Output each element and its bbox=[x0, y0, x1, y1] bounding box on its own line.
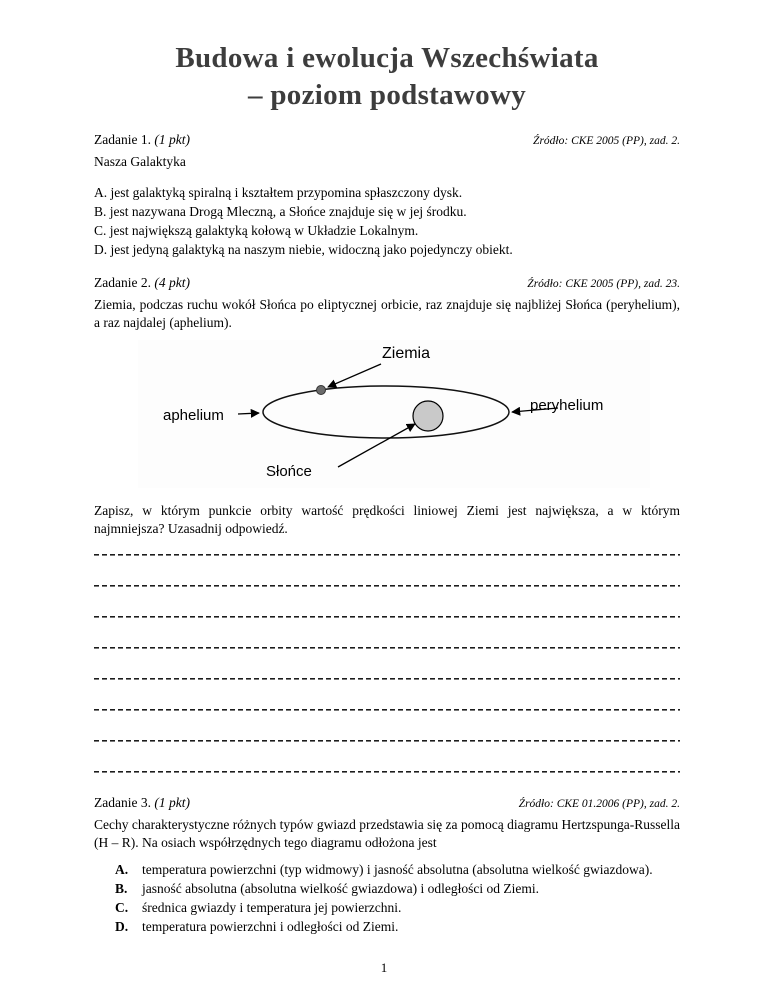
option-letter: A. bbox=[115, 862, 129, 878]
orbit-ellipse-icon bbox=[263, 386, 509, 438]
option-text: średnica gwiazdy i temperatura jej powierzchni. bbox=[142, 900, 402, 916]
task3-source: Źródło: CKE 01.2006 (PP), zad. 2. bbox=[518, 798, 680, 811]
task2-label: Zadanie 2. bbox=[94, 275, 151, 291]
task2-title bbox=[94, 275, 190, 291]
answer-line bbox=[94, 585, 680, 587]
task2-source: Źródło: CKE 2005 (PP), zad. 23. bbox=[527, 278, 680, 291]
aphelion-arrow-icon bbox=[238, 413, 259, 414]
perihelion-label: peryhelium bbox=[530, 397, 604, 415]
answer-lines bbox=[94, 554, 680, 773]
task3-header bbox=[94, 795, 680, 811]
sun-label: Słońce bbox=[266, 463, 312, 481]
task1-title bbox=[94, 132, 190, 148]
task3-title bbox=[94, 795, 190, 811]
task2-intro: Ziemia, podczas ruchu wokół Słońca po eliptycznej orbicie, raz znajduje się najbliżej Słońca (peryhelium), a raz najdalej (aphelium). bbox=[94, 297, 680, 331]
task2-points: (4 pkt) bbox=[154, 275, 190, 291]
page-title-line2: – poziom podstawowy bbox=[248, 79, 526, 112]
page-title-line1: Budowa i ewolucja Wszechświata bbox=[175, 42, 599, 74]
task3-intro: Cechy charakterystyczne różnych typów gwiazd przedstawia się za pomocą diagramu Hertzspunga-Russella (H – R). Na osiach współrzędnych tego diagramu odłożona jest bbox=[94, 817, 680, 851]
answer-line bbox=[94, 740, 680, 742]
sun-arrow-icon bbox=[338, 424, 415, 467]
option-letter: D. bbox=[115, 919, 129, 935]
earth-arrow-icon bbox=[328, 364, 381, 387]
earth-label: Ziemia bbox=[381, 345, 431, 363]
task1-options bbox=[94, 183, 680, 259]
task3-options bbox=[94, 860, 680, 936]
task1-label: Zadanie 1. bbox=[94, 132, 151, 148]
aphelion-label: aphelium bbox=[163, 407, 224, 425]
page-title bbox=[94, 40, 680, 114]
task2-header bbox=[94, 275, 680, 291]
page-number: 1 bbox=[380, 960, 388, 975]
task3-label: Zadanie 3. bbox=[94, 795, 151, 811]
earth-dot-icon bbox=[317, 386, 326, 395]
task1-source: Źródło: CKE 2005 (PP), zad. 2. bbox=[533, 135, 680, 148]
option-text: temperatura powierzchni (typ widmowy) i jasność absolutna (absolutna wielkość gwiazdowa). bbox=[142, 862, 653, 878]
option-letter: B. bbox=[115, 881, 128, 897]
answer-line bbox=[94, 771, 680, 773]
task3-option-b bbox=[115, 879, 680, 898]
orbit-diagram-svg bbox=[138, 340, 650, 488]
task1-option-d: D. jest jedyną galaktyką na naszym niebie, widoczną jako pojedynczy obiekt. bbox=[94, 242, 513, 258]
task3-option-c bbox=[115, 898, 680, 917]
task1-header bbox=[94, 132, 680, 148]
option-text: temperatura powierzchni i odległości od Ziemi. bbox=[142, 919, 399, 935]
task3-points: (1 pkt) bbox=[154, 795, 190, 811]
answer-line bbox=[94, 709, 680, 711]
task1-option-c: C. jest największą galaktyką kołową w Układzie Lokalnym. bbox=[94, 223, 419, 239]
option-text: jasność absolutna (absolutna wielkość gwiazdowa) i odległości od Ziemi. bbox=[142, 881, 540, 897]
answer-line bbox=[94, 647, 680, 649]
orbit-diagram bbox=[138, 340, 650, 488]
answer-line bbox=[94, 616, 680, 618]
task2-question: Zapisz, w którym punkcie orbity wartość prędkości liniowej Ziemi jest największa, a w którym najmniejsza? Uzasadnij odpowiedź. bbox=[94, 503, 680, 537]
task1-intro: Nasza Galaktyka bbox=[94, 154, 186, 170]
sun-circle-icon bbox=[413, 401, 443, 431]
task1-points: (1 pkt) bbox=[154, 132, 190, 148]
task3-option-d bbox=[115, 917, 680, 936]
answer-line bbox=[94, 554, 680, 556]
task1-option-a: A. jest galaktyką spiralną i kształtem przypomina spłaszczony dysk. bbox=[94, 185, 463, 201]
answer-line bbox=[94, 678, 680, 680]
task1-option-b: B. jest nazywana Drogą Mleczną, a Słońce znajduje się w jej środku. bbox=[94, 204, 467, 220]
option-letter: C. bbox=[115, 900, 129, 916]
task3-option-a bbox=[115, 860, 680, 879]
